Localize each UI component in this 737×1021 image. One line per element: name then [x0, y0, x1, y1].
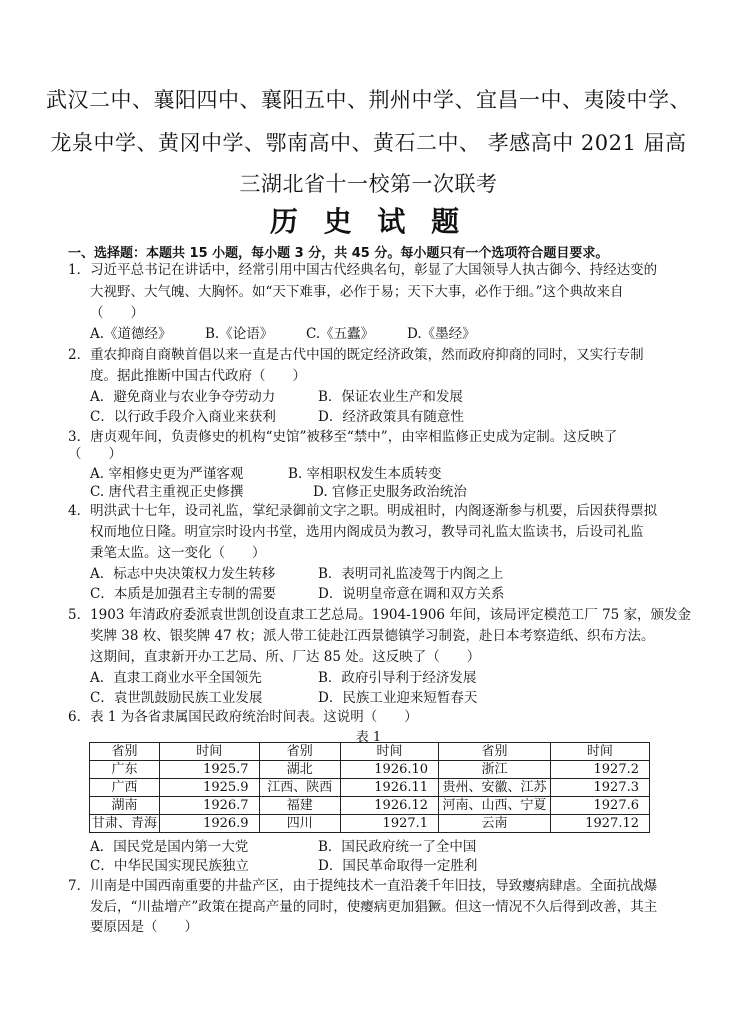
table-row [90, 761, 650, 779]
table-row [90, 797, 650, 815]
q2-option-d: D．经济政策具有随意性 [318, 409, 464, 425]
q2-option-c: C．以行政手段介入商业来获利 [90, 409, 276, 425]
table-cell: 1925.9 [160, 779, 260, 797]
q4-stem-line-1: 4．明洪武十七年，设司礼监，掌纪录御前文字之职。明成祖时，内阁逐渐参与机要，后因获得票拟 [68, 503, 658, 519]
q7-stem-line-3: 要原因是（ ） [90, 919, 198, 935]
q4-option-c: C．本质是加强君主专制的需要 [90, 586, 276, 602]
q3-answer-blank: （ ） [68, 446, 122, 462]
table-cell: 江西、陕西 [259, 779, 340, 797]
table-cell: 浙江 [439, 761, 551, 779]
q3-stem-line-1: 3．唐贞观年间，负责修史的机构“史馆”被移至“禁中”，由宰相监修正史成为定制。这反映了 [68, 429, 618, 445]
q5-option-a: A．直隶工商业水平全国领先 [90, 670, 262, 686]
q7-stem-line-1: 7．川南是中国西南重要的井盐产区，由于提纯技术一直沿袭千年旧技，导致瘿病肆虐。全面抗战爆 [68, 878, 658, 894]
table-cell: 1927.12 [550, 815, 649, 833]
q6-stem-line-1: 6．表 1 为各省隶属国民政府统治时间表。这说明（ ） [68, 709, 418, 725]
table-header-cell: 省别 [439, 743, 551, 761]
table-header-cell: 时间 [160, 743, 260, 761]
q5-option-c: C．袁世凯鼓励民族工业发展 [90, 690, 263, 706]
q4-stem-line-2: 权而地位日隆。明宣宗时设内书堂，选用内阁成员为教习，教导司礼监太监读书，后设司礼监 [90, 524, 644, 540]
table-cell: 四川 [259, 815, 340, 833]
table-cell: 湖北 [259, 761, 340, 779]
q2-option-a: A．避免商业与农业争夺劳动力 [90, 389, 276, 405]
q1-option-c: C.《五蠹》 [306, 326, 375, 342]
table-cell: 1927.2 [550, 761, 649, 779]
q5-option-b: B．政府引导利于经济发展 [318, 670, 477, 686]
table-header-cell: 时间 [340, 743, 438, 761]
q1-option-d: D.《墨经》 [407, 326, 476, 342]
q1-answer-blank: （ ） [90, 305, 144, 321]
table-cell: 福建 [259, 797, 340, 815]
table-caption: 表 1 [355, 730, 382, 745]
header-schools-line-1: 武汉二中、襄阳四中、襄阳五中、荆州中学、宜昌一中、夷陵中学、 [46, 88, 691, 112]
q1-option-b: B.《论语》 [205, 326, 274, 342]
table-cell: 1925.7 [160, 761, 260, 779]
table-row [90, 815, 650, 833]
table-cell: 1926.10 [340, 761, 438, 779]
table-cell: 湖南 [90, 797, 160, 815]
q1-stem-line-2: 大视野、大气魄、大胸怀。如“天下难事，必作于易；天下大事，必作于细。”这个典故来自 [90, 284, 624, 300]
table-cell: 1927.6 [550, 797, 649, 815]
q7-stem-line-2: 发后，“川盐增产”政策在提高产量的同时，使瘿病更加猖獗。但这一情况不久后得到改善，其主 [90, 899, 658, 915]
q4-stem-line-3: 秉笔太监。这一变化（ ） [90, 545, 266, 561]
q6-option-a: A．国民党是国内第一大党 [90, 839, 249, 855]
table-cell: 1927.3 [550, 779, 649, 797]
table-cell: 1926.9 [160, 815, 260, 833]
table-cell: 贵州、安徽、江苏 [439, 779, 551, 797]
q1-stem-line-1: 1．习近平总书记在讲话中，经常引用中国古代经典名句，彰显了大国领导人执古御今、持经达变的 [68, 262, 658, 278]
table-header-cell: 省别 [259, 743, 340, 761]
page-title: 历 史 试 题 [269, 205, 468, 238]
table-cell: 广东 [90, 761, 160, 779]
q4-option-a: A．标志中央决策权力发生转移 [90, 566, 276, 582]
table-cell: 1926.7 [160, 797, 260, 815]
table-row [90, 779, 650, 797]
q3-option-c: C. 唐代君主重视正史修撰 [90, 484, 244, 500]
header-schools-line-2: 龙泉中学、黄冈中学、鄂南高中、黄石二中、 孝感高中 2021 届高 [50, 131, 687, 155]
province-rule-table [89, 742, 650, 833]
q3-option-d: D. 官修正史服务政治统治 [313, 484, 467, 500]
q5-stem-line-3: 这期间，直隶新开办工艺局、所、厂达 85 处。这反映了（ ） [90, 649, 481, 665]
q6-option-c: C．中华民国实现民族独立 [90, 858, 249, 874]
q1-option-a: A.《道德经》 [90, 326, 172, 342]
table-cell: 1926.11 [340, 779, 438, 797]
q2-option-b: B．保证农业生产和发展 [318, 389, 463, 405]
header-exam-name: 三湖北省十一校第一次联考 [239, 172, 498, 196]
table-header-cell: 时间 [550, 743, 649, 761]
q4-option-b: B．表明司礼监凌驾于内阁之上 [318, 566, 504, 582]
q3-option-b: B. 宰相职权发生本质转变 [288, 466, 442, 482]
q5-option-d: D．民族工业迎来短暂春天 [318, 690, 478, 706]
table-cell: 1926.12 [340, 797, 438, 815]
table-cell: 河南、山西、宁夏 [439, 797, 551, 815]
q5-stem-line-1: 5．1903 年清政府委派袁世凯创设直隶工艺总局。1904-1906 年间，该局评定模范工厂 75 家，颁发金 [68, 607, 692, 623]
q5-stem-line-2: 奖牌 38 枚、银奖牌 47 枚；派人带工徒赴江西景德镇学习制瓷，赴日本考察造纸、织布方法。 [90, 628, 655, 644]
q3-option-a: A. 宰相修史更为严谨客观 [90, 466, 244, 482]
q2-stem-line-2: 度。据此推断中国古代政府（ ） [90, 368, 306, 384]
section-heading: 一、选择题：本题共 15 小题，每小题 3 分，共 45 分。每小题只有一个选项符合题目要求。 [68, 246, 609, 261]
q4-option-d: D．说明皇帝意在调和双方关系 [318, 586, 505, 602]
q6-option-d: D．国民革命取得一定胜利 [318, 858, 478, 874]
q6-option-b: B．国民政府统一了全中国 [318, 839, 477, 855]
table-cell: 云南 [439, 815, 551, 833]
table-header-cell: 省别 [90, 743, 160, 761]
table-cell: 广西 [90, 779, 160, 797]
table-cell: 甘肃、青海 [90, 815, 160, 833]
table-cell: 1927.1 [340, 815, 438, 833]
table-header-row [90, 743, 650, 761]
q2-stem-line-1: 2．重农抑商自商鞅首倡以来一直是古代中国的既定经济政策，然而政府抑商的同时，又实行专制 [68, 347, 644, 363]
